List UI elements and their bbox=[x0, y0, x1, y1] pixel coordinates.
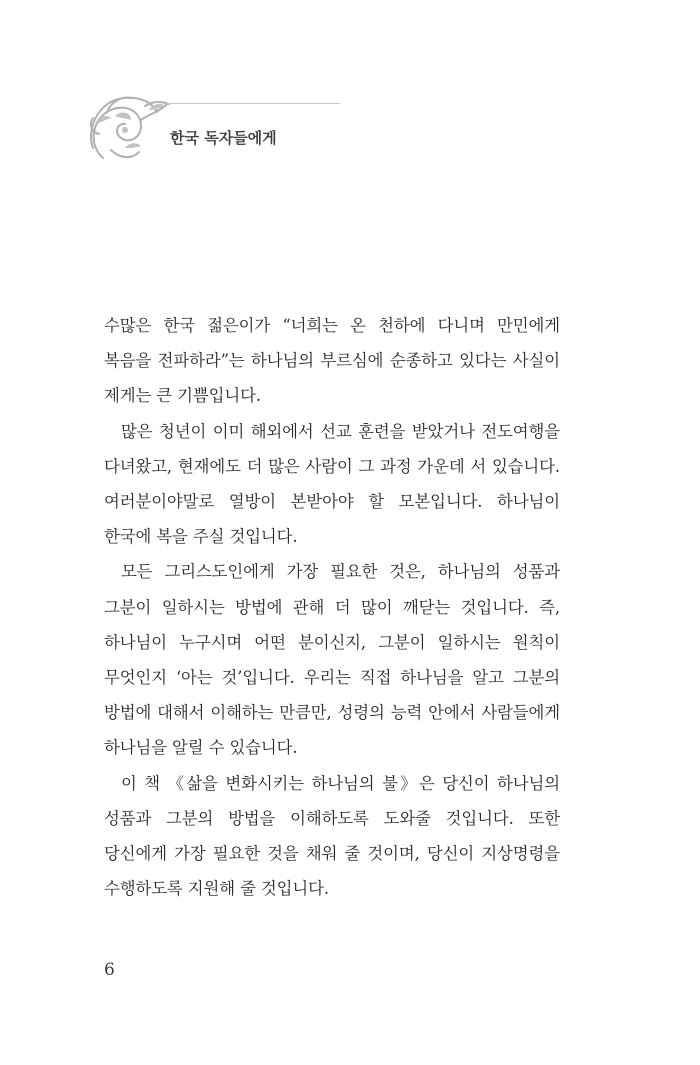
header-rule bbox=[167, 103, 340, 104]
paragraph: 이 책 《삶을 변화시키는 하나님의 불》은 당신이 하나님의 성품과 그분의 방법을 이해하도록 도와줄 것입니다. 또한 당신에게 가장 필요한 것을 채워 줄 것이며, 당신이 지상명령을 수행하도록 지원해 줄 것입니다. bbox=[104, 773, 560, 899]
chapter-title: 한국 독자들에게 bbox=[170, 129, 277, 147]
body-text bbox=[104, 308, 560, 906]
paragraph: 모든 그리스도인에게 가장 필요한 것은, 하나님의 성품과 그분이 일하시는 방법에 관해 더 많이 깨닫는 것입니다. 즉, 하나님이 누구시며 어떤 분이신지, 그분이 일하시는 원칙이 무엇인지 ‘아는 것’입니다. 우리는 직접 하나님을 알고 그분의 방법에 대해서 이해하는 만큼만, 성령의 능력 안에서 사람들에게 하나님을 알릴 수 있습니다. bbox=[104, 562, 560, 758]
running-header bbox=[85, 88, 285, 168]
paragraph: 수많은 한국 젊은이가 “너희는 온 천하에 다니며 만민에게 복음을 전파하라”는 하나님의 부르심에 순종하고 있다는 사실이 제게는 큰 기쁨입니다. bbox=[104, 316, 560, 406]
paragraph: 많은 청년이 이미 해외에서 선교 훈련을 받았거나 전도여행을 다녀왔고, 현재에도 더 많은 사람이 그 과정 가운데 서 있습니다. 여러분이야말로 열방이 본받아야 할 모본입니다. 하나님이 한국에 복을 주실 것입니다. bbox=[104, 421, 560, 547]
page-number: 6 bbox=[104, 960, 115, 980]
